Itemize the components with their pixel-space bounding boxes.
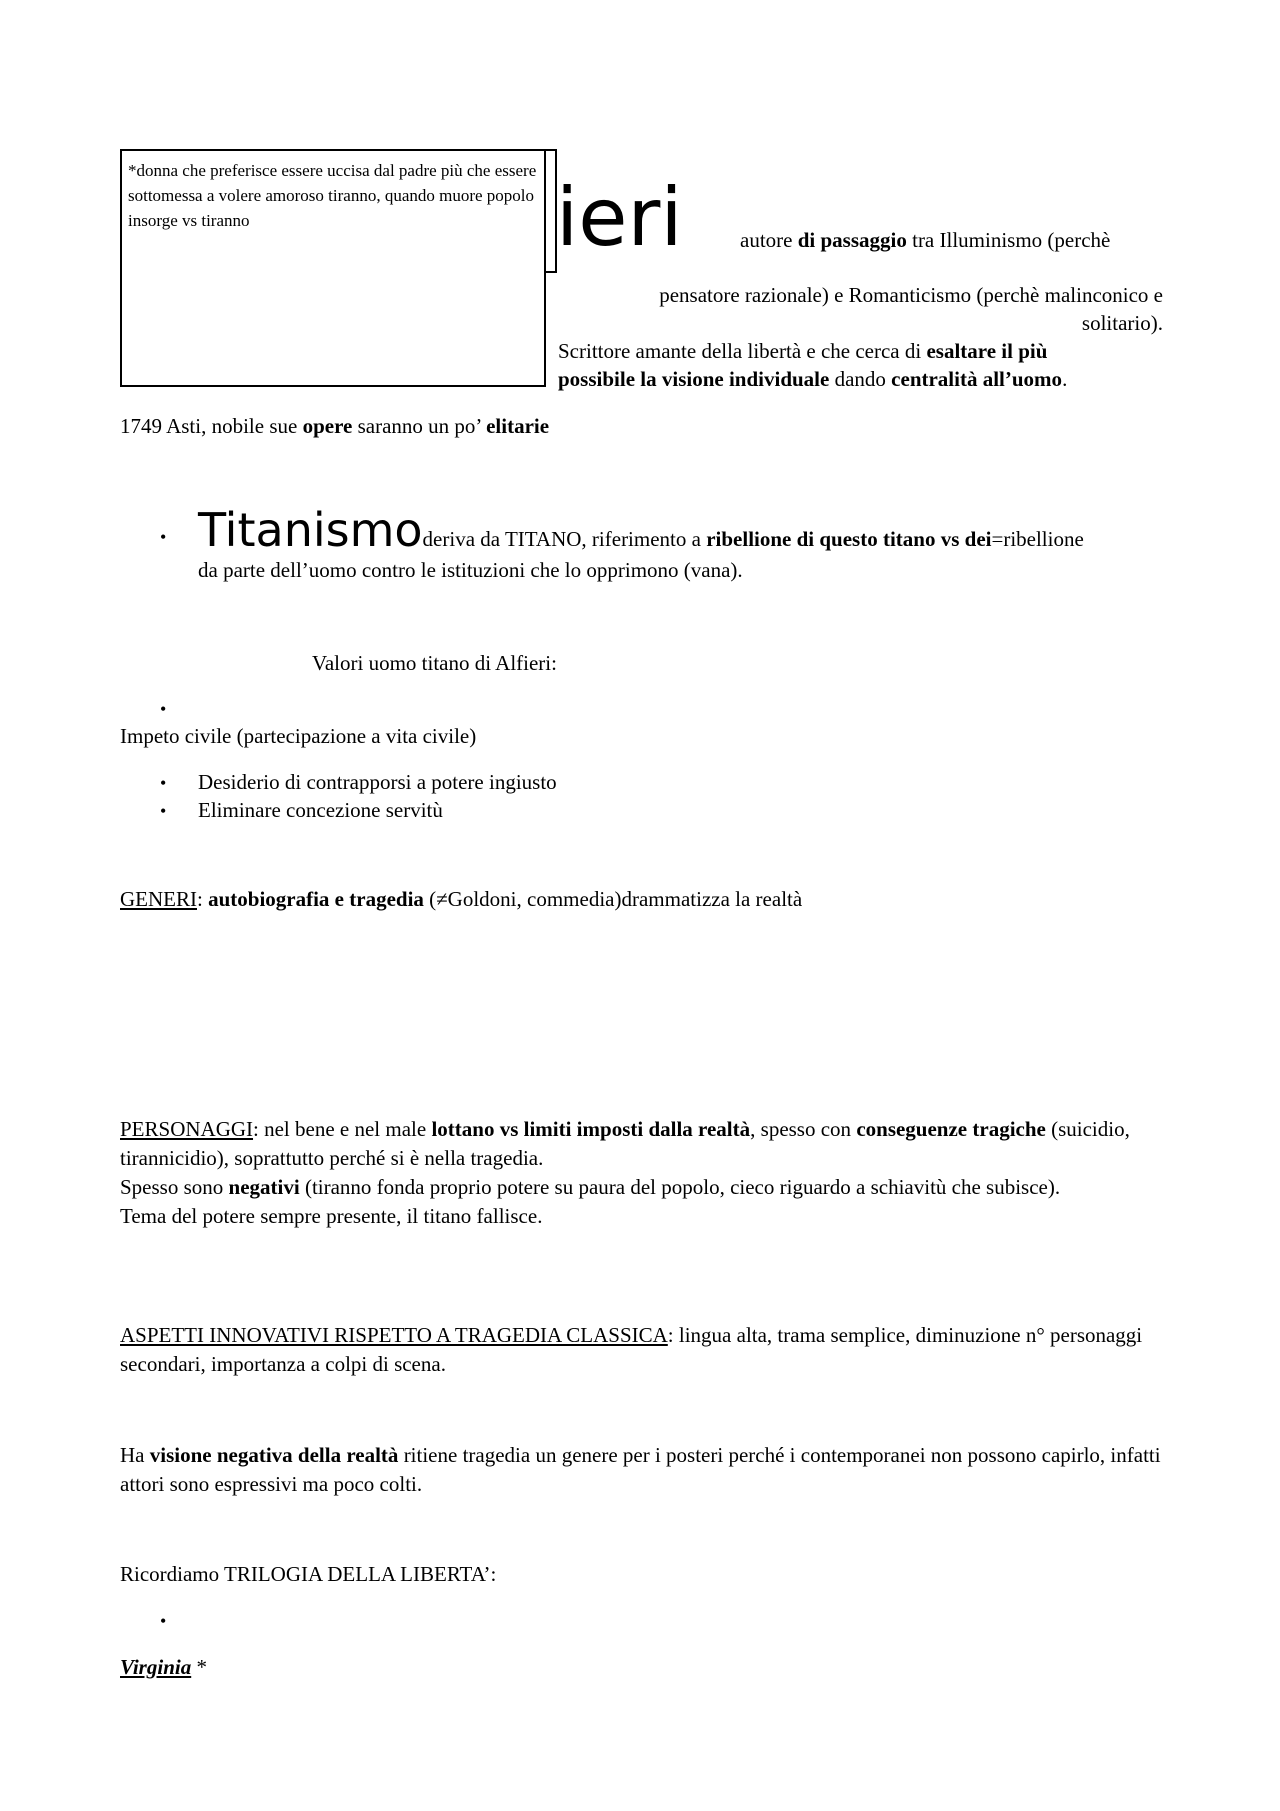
intro-line-3: solitario). <box>1081 311 1163 335</box>
side-note-box <box>120 149 546 387</box>
side-note-text: *donna che preferisce essere uccisa dal padre più che essere sottomessa a volere amoroso tiranno, quando muore popolo insorge vs tiranno <box>128 161 537 230</box>
intro-line-4: Scrittore amante della libertà e che cerca di esaltare il più <box>558 339 1048 363</box>
intro-line-5: possibile la visione individuale dando centralità all’uomo. <box>558 367 1068 391</box>
values-item-2: Desiderio di contrapporsi a potere ingiusto <box>198 770 557 794</box>
titanismo-line-2: da parte dell’uomo contro le istituzioni che lo opprimono (vana). <box>198 558 743 582</box>
values-heading: Valori uomo titano di Alfieri: <box>312 651 557 675</box>
titanismo-heading: Titanismo <box>198 503 423 557</box>
generi-label: GENERI <box>120 887 197 911</box>
visione-paragraph: Ha visione negativa della realtà ritiene tragedia un genere per i posteri perché i contemporanei non possono capirlo, infatti attori sono espressivi ma poco colti. <box>120 1443 1161 1496</box>
page-title: ieri <box>556 171 683 264</box>
intro-line-1: autore di passaggio tra Illuminismo (perchè <box>740 228 1111 252</box>
intro-line-2: pensatore razionale) e Romanticismo (perchè malinconico e <box>659 283 1163 307</box>
personaggi-label: PERSONAGGI <box>120 1117 254 1141</box>
values-item-1: Impeto civile (partecipazione a vita civile) <box>120 724 477 748</box>
trilogia-bullet: • <box>160 1611 167 1631</box>
values-item-3: Eliminare concezione servitù <box>198 798 443 822</box>
aspetti-label: ASPETTI INNOVATIVI RISPETTO A TRAGEDIA CLASSICA <box>120 1323 668 1347</box>
personaggi-paragraph: PERSONAGGI: nel bene e nel male lottano vs limiti imposti dalla realtà, spesso con conseguenze tragiche (suicidio, tirannicidio), soprattutto perché si è nella tragedia. Spesso sono negativi (tiranno fonda proprio potere su paura del popolo, cieco riguardo a schiavitù che subisce). Tema del potere sempre presente, il titano fallisce. <box>120 1117 1130 1228</box>
titanismo-bullet: • <box>160 527 167 547</box>
aspetti-paragraph: ASPETTI INNOVATIVI RISPETTO A TRAGEDIA CLASSICA: lingua alta, trama semplice, diminuzione n° personaggi secondari, importanza a colpi di scena. <box>120 1323 1143 1376</box>
titanismo-line-1: Titanismoderiva da TITANO, riferimento a ribellione di questo titano vs dei=ribellione <box>198 503 1084 557</box>
trilogia-item-1: Virginia * <box>120 1655 207 1679</box>
values-empty-bullet: • <box>160 699 167 719</box>
trilogia-heading: Ricordiamo TRILOGIA DELLA LIBERTA’: <box>120 1562 497 1586</box>
values-bullet-2: • <box>160 773 167 793</box>
birth-line: 1749 Asti, nobile sue opere saranno un po’ elitarie <box>120 414 550 438</box>
values-bullet-3: • <box>160 801 167 821</box>
generi-line: GENERI: autobiografia e tragedia (≠Goldoni, commedia)drammatizza la realtà <box>120 887 803 911</box>
